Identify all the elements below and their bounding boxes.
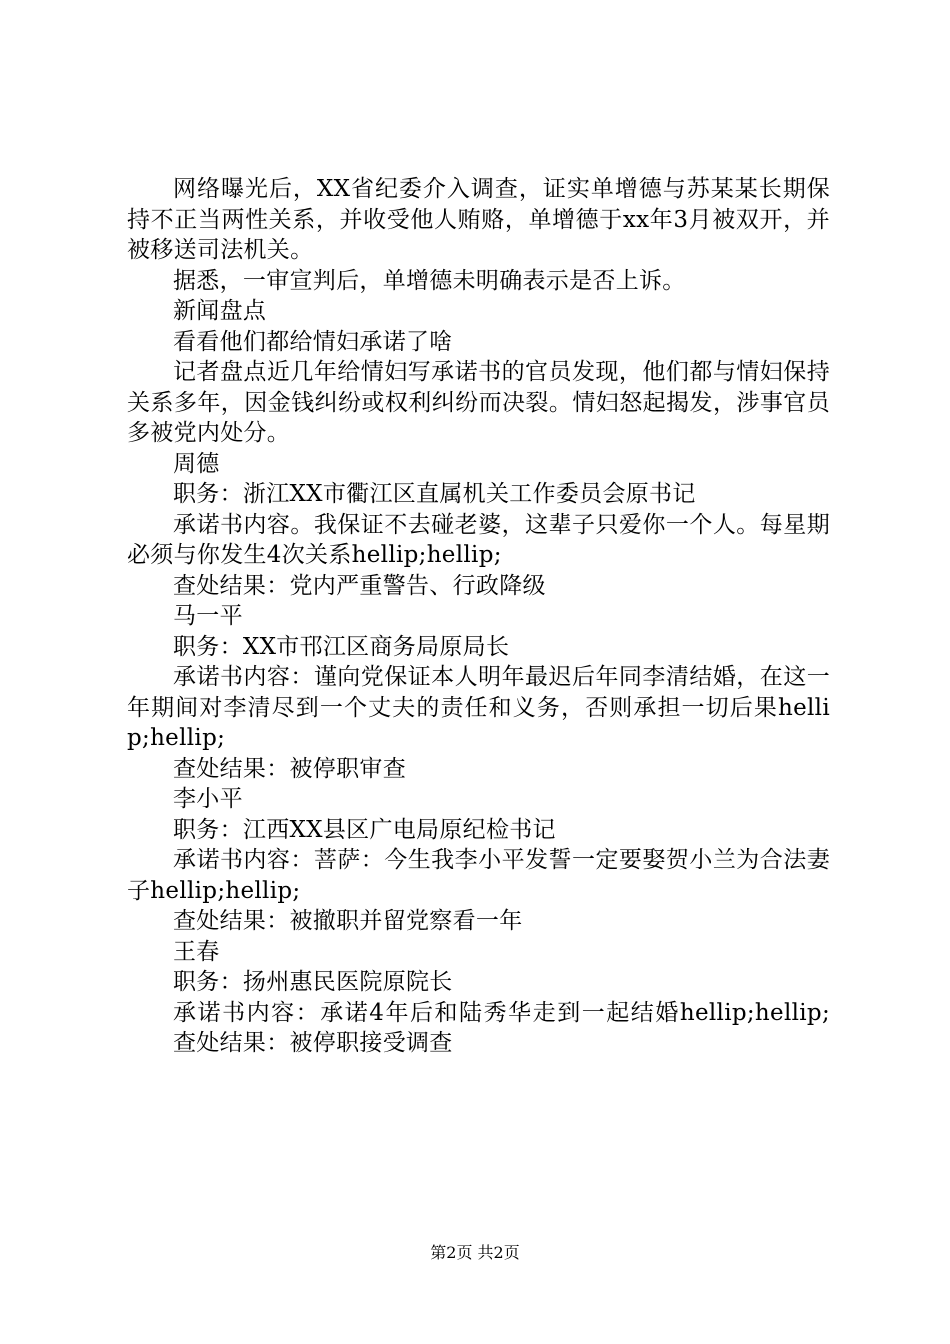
official-result: 查处结果：被停职审查 bbox=[173, 755, 406, 782]
official-name: 马一平 bbox=[173, 603, 243, 629]
official-result: 查处结果：党内严重警告、行政降级 bbox=[173, 572, 546, 599]
official-name: 王春 bbox=[173, 938, 220, 965]
official-pledge: 承诺书内容。我保证不去碰老婆，这辈子只爱你一个人。每星期必须与你发生4次关系hellip;hellip; bbox=[127, 511, 830, 568]
official-name: 周德 bbox=[173, 450, 220, 477]
paragraph-exposure: 网络曝光后，XX省纪委介入调查，证实单增德与苏某某长期保持不正当两性关系，并收受他人贿赂，单增德于xx年3月被双开，并被移送司法机关。 bbox=[127, 176, 830, 263]
official-position: 职务：江西XX县区广电局原纪检书记 bbox=[173, 816, 556, 843]
official-result: 查处结果：被停职接受调查 bbox=[173, 1030, 453, 1056]
official-position: 职务：XX市邗江区商务局原局长 bbox=[173, 633, 510, 660]
section-heading-news-review: 新闻盘点 bbox=[173, 298, 267, 324]
section-subheading: 看看他们都给情妇承诺了啥 bbox=[173, 328, 453, 355]
paragraph-summary: 记者盘点近几年给情妇写承诺书的官员发现，他们都与情妇保持关系多年，因金钱纠纷或权利纠纷而决裂。情妇怒起揭发，涉事官员多被党内处分。 bbox=[127, 359, 830, 446]
document-body bbox=[127, 174, 830, 1059]
official-name: 李小平 bbox=[173, 786, 243, 812]
official-pledge: 承诺书内容：谨向党保证本人明年最迟后年同李清结婚，在这一年期间对李清尽到一个丈夫的责任和义务，否则承担一切后果hellip;hellip; bbox=[127, 664, 830, 751]
official-pledge: 承诺书内容：菩萨：今生我李小平发誓一定要娶贺小兰为合法妻子hellip;hellip; bbox=[127, 847, 830, 904]
official-position: 职务：浙江XX市衢江区直属机关工作委员会原书记 bbox=[173, 481, 696, 507]
official-position: 职务：扬州惠民医院原院长 bbox=[173, 969, 453, 995]
page-number-footer: 第2页 共2页 bbox=[430, 1243, 520, 1262]
official-result: 查处结果：被撤职并留党察看一年 bbox=[173, 908, 523, 934]
official-pledge: 承诺书内容：承诺4年后和陆秀华走到一起结婚hellip;hellip; bbox=[173, 999, 830, 1026]
paragraph-appeal: 据悉，一审宣判后，单增德未明确表示是否上诉。 bbox=[173, 267, 686, 294]
